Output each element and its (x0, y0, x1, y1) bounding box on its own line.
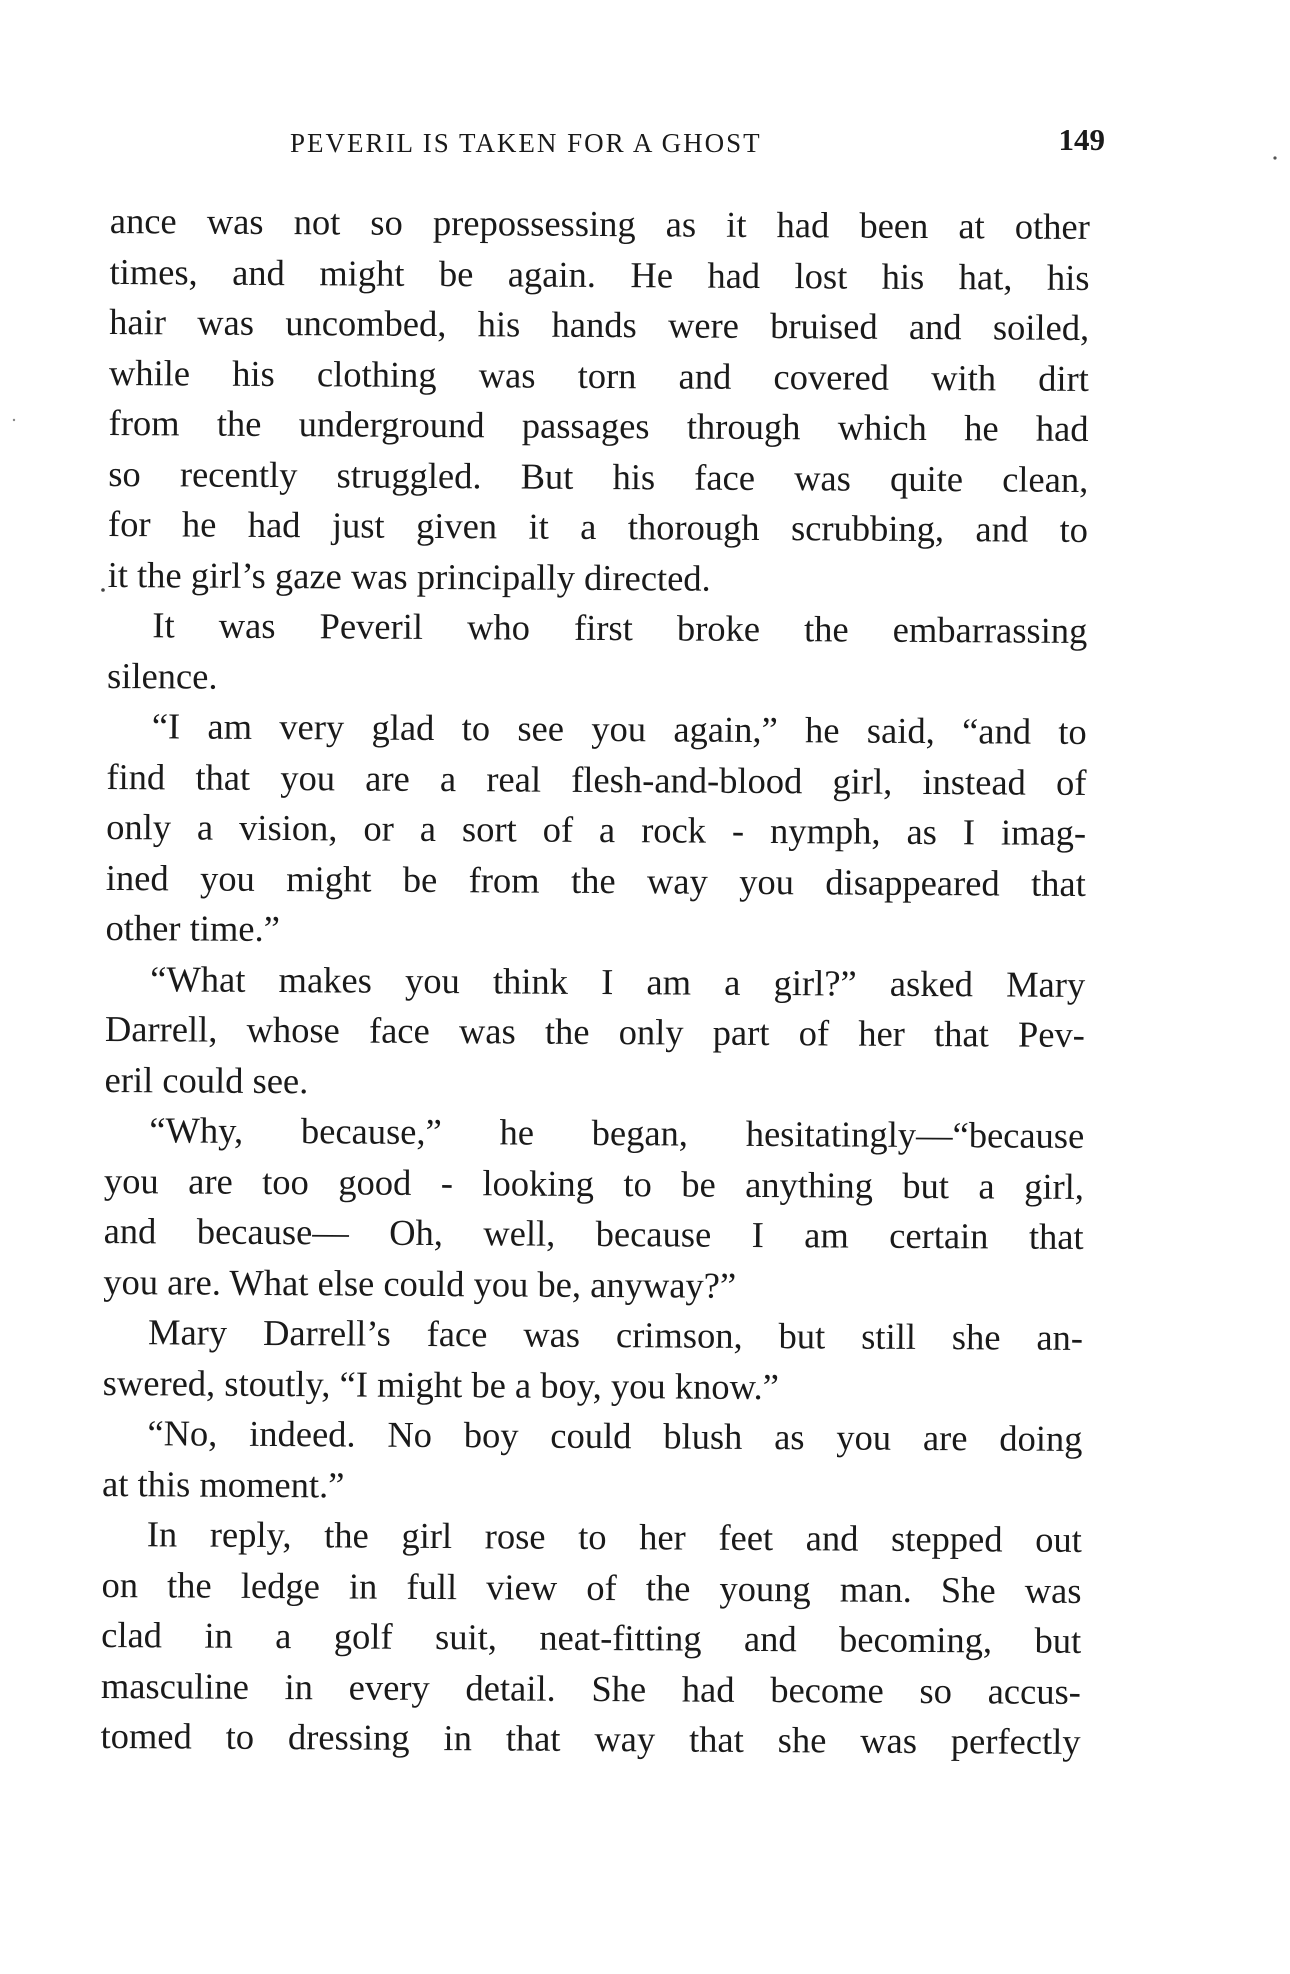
text-line: you are too good - looking to be anything but a girl, (103, 1159, 1085, 1207)
paragraph-start-line: “No, indeed. No boy could blush as you are doing (147, 1412, 1083, 1459)
text-line: ined you might be from the way you disappeared that (105, 856, 1086, 904)
text-line: masculine in every detail. She had become so accus- (100, 1664, 1082, 1712)
text-line: you are. What else could you be, anyway?” (103, 1260, 737, 1306)
text-line: tomed to dressing in that way that she was perfectly (100, 1714, 1081, 1762)
text-line: for he had just given it a thorough scrubbing, and to (107, 502, 1089, 550)
text-line: ance was not so prepossessing as it had been at other (109, 199, 1090, 247)
text-line: it the girl’s gaze was principally directed. (107, 553, 711, 599)
text-line: other time.” (105, 906, 280, 950)
paragraph-start-line: It was Peveril who first broke the embarrassing (152, 604, 1088, 651)
text-line: silence. (106, 654, 218, 697)
ink-speck (13, 419, 15, 421)
text-line: eril could see. (104, 1058, 309, 1101)
text-line: Darrell, whose face was the only part of her that Pev- (104, 1007, 1086, 1055)
running-title: PEVERIL IS TAKEN FOR A GHOST (290, 128, 762, 158)
text-line: at this moment.” (102, 1462, 345, 1505)
paragraph-start-line: Mary Darrell’s face was crimson, but still she an- (147, 1311, 1084, 1358)
page-number: 149 (1058, 122, 1105, 157)
text-line: times, and might be again. He had lost his hat, his (109, 250, 1090, 298)
text-line: so recently struggled. But his face was quite clean, (108, 452, 1089, 500)
text-line: find that you are a real flesh-and-blood girl, instead of (106, 755, 1087, 803)
ink-speck (1273, 156, 1276, 159)
paragraph-start-line: “What makes you think I am a girl?” asked Mary (150, 957, 1086, 1005)
text-line: from the underground passages through which he had (108, 401, 1089, 449)
paragraph-start-line: In reply, the girl rose to her feet and stepped out (146, 1513, 1082, 1560)
running-head (290, 122, 1105, 162)
paragraph-start-line: “Why, because,” he began, hesitatingly—“because (149, 1109, 1085, 1156)
text-line: swered, stoutly, “I might be a boy, you know.” (102, 1361, 779, 1407)
text-line: while his clothing was torn and covered with dirt (108, 351, 1090, 399)
text-line: and because— Oh, well, because I am certain that (103, 1209, 1084, 1257)
paragraph-start-line: “I am very glad to see you again,” he said, “and to (151, 705, 1087, 752)
body-text (100, 196, 1090, 1767)
text-line: clad in a golf suit, neat-fitting and becoming, but (101, 1613, 1082, 1661)
text-line: hair was uncombed, his hands were bruised and soiled, (109, 300, 1090, 348)
text-line: only a vision, or a sort of a rock - nymph, as I imag- (106, 805, 1087, 853)
ink-speck (101, 588, 105, 592)
text-line: on the ledge in full view of the young man. She was (101, 1563, 1082, 1611)
